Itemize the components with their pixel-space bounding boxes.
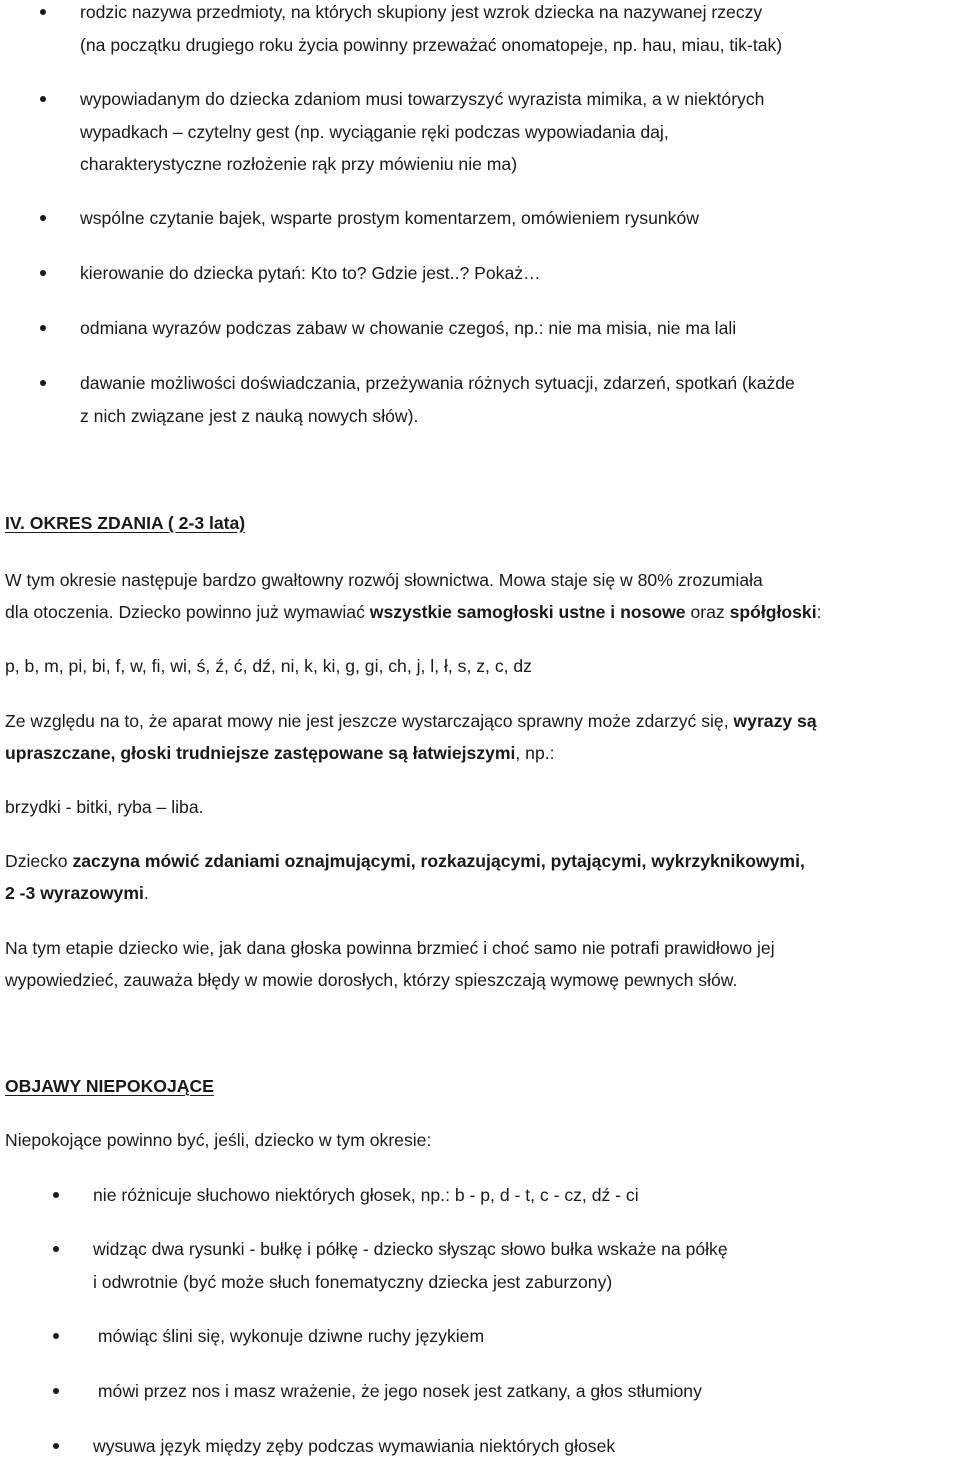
paragraph-line bbox=[5, 745, 555, 763]
text: Ze względu na to, że aparat mowy nie jest jeszcze wystarczająco sprawny może zdarzyć się, bbox=[5, 711, 734, 731]
list-item-line: wysuwa język między zęby podczas wymawiania niektórych głosek bbox=[93, 1436, 616, 1456]
bullet-icon bbox=[53, 1388, 59, 1394]
paragraph-line: wypowiedzieć, zauważa błędy w mowie dorosłych, którzy spieszczają wymowę pewnych słów. bbox=[5, 970, 738, 990]
list-item-line: widząc dwa rysunki - bułkę i półkę - dziecko słysząc słowo bułka wskaże na półkę bbox=[93, 1239, 728, 1259]
bullet-icon bbox=[40, 9, 46, 15]
consonants-line: p, b, m, pi, bi, f, w, fi, wi, ś, ź, ć, dź, ni, k, ki, g, gi, ch, j, l, ł, s, z, c, dz bbox=[5, 656, 532, 676]
example-line: brzydki - bitki, ryba – liba. bbox=[5, 797, 204, 817]
warning-intro: Niepokojące powinno być, jeśli, dziecko w tym okresie: bbox=[5, 1130, 432, 1150]
list-item-line: wspólne czytanie bajek, wsparte prostym komentarzem, omówieniem rysunków bbox=[80, 208, 699, 228]
bullet-icon bbox=[53, 1333, 59, 1339]
paragraph-line: Na tym etapie dziecko wie, jak dana głoska powinna brzmieć i choć samo nie potrafi prawidłowo jej bbox=[5, 938, 775, 958]
bullet-icon bbox=[53, 1192, 59, 1198]
list-item-line: z nich związane jest z nauką nowych słów). bbox=[80, 406, 419, 426]
bold-text: wszystkie samogłoski ustne i nosowe bbox=[369, 602, 686, 622]
list-item-line: mówi przez nos i masz wrażenie, że jego nosek jest zatkany, a głos stłumiony bbox=[93, 1381, 702, 1401]
list-item-line: wypowiadanym do dziecka zdaniom musi towarzyszyć wyrazista mimika, a w niektórych bbox=[80, 89, 765, 109]
list-item-line: charakterystyczne rozłożenie rąk przy mówieniu nie ma) bbox=[80, 154, 518, 174]
list-item-line: odmiana wyrazów podczas zabaw w chowanie czegoś, np.: nie ma misia, nie ma lali bbox=[80, 318, 737, 338]
bold-text: spółgłoski bbox=[729, 602, 817, 622]
list-item-line: wypadkach – czytelny gest (np. wyciąganie ręki podczas wypowiadania daj, bbox=[80, 122, 669, 142]
bold-text: 2 -3 wyrazowymi bbox=[5, 883, 144, 903]
section-heading: IV. OKRES ZDANIA ( 2-3 lata) bbox=[5, 513, 246, 533]
paragraph-line bbox=[5, 853, 805, 871]
list-item-line: dawanie możliwości doświadczania, przeżywania różnych sytuacji, zdarzeń, spotkań (każde bbox=[80, 373, 795, 393]
text: . bbox=[143, 883, 149, 903]
text: dla otoczenia. Dziecko powinno już wymawiać bbox=[5, 602, 370, 622]
text: oraz bbox=[685, 602, 730, 622]
paragraph-line bbox=[5, 885, 149, 903]
list-item-line: i odwrotnie (być może słuch fonematyczny dziecka jest zaburzony) bbox=[93, 1272, 613, 1292]
bold-text: upraszczane, głoski trudniejsze zastępowane są łatwiejszymi bbox=[5, 743, 516, 763]
list-item-line: rodzic nazywa przedmioty, na których skupiony jest wzrok dziecka na nazywanej rzeczy bbox=[80, 2, 763, 22]
bullet-icon bbox=[40, 270, 46, 276]
warning-heading: OBJAWY NIEPOKOJĄCE bbox=[5, 1076, 214, 1096]
paragraph-line: W tym okresie następuje bardzo gwałtowny rozwój słownictwa. Mowa staje się w 80% zrozumiała bbox=[5, 570, 763, 590]
bullet-icon bbox=[40, 215, 46, 221]
text: , np.: bbox=[515, 743, 555, 763]
bullet-icon bbox=[53, 1246, 59, 1252]
list-item-line: (na początku drugiego roku życia powinny przeważać onomatopeje, np. hau, miau, tik-tak) bbox=[80, 35, 783, 55]
text: Dziecko bbox=[5, 851, 73, 871]
paragraph-line bbox=[5, 604, 822, 622]
bold-text: wyrazy są bbox=[733, 711, 817, 731]
list-item-line: mówiąc ślini się, wykonuje dziwne ruchy językiem bbox=[93, 1326, 485, 1346]
bullet-icon bbox=[40, 96, 46, 102]
list-item-line: kierowanie do dziecka pytań: Kto to? Gdzie jest..? Pokaż… bbox=[80, 263, 541, 283]
paragraph-line bbox=[5, 713, 817, 731]
bullet-icon bbox=[53, 1443, 59, 1449]
list-item-line: nie różnicuje słuchowo niektórych głosek, np.: b - p, d - t, c - cz, dź - ci bbox=[93, 1185, 639, 1205]
text: : bbox=[816, 602, 822, 622]
bullet-icon bbox=[40, 325, 46, 331]
bullet-icon bbox=[40, 380, 46, 386]
bold-text: zaczyna mówić zdaniami oznajmującymi, rozkazującymi, pytającymi, wykrzyknikowymi, bbox=[72, 851, 805, 871]
